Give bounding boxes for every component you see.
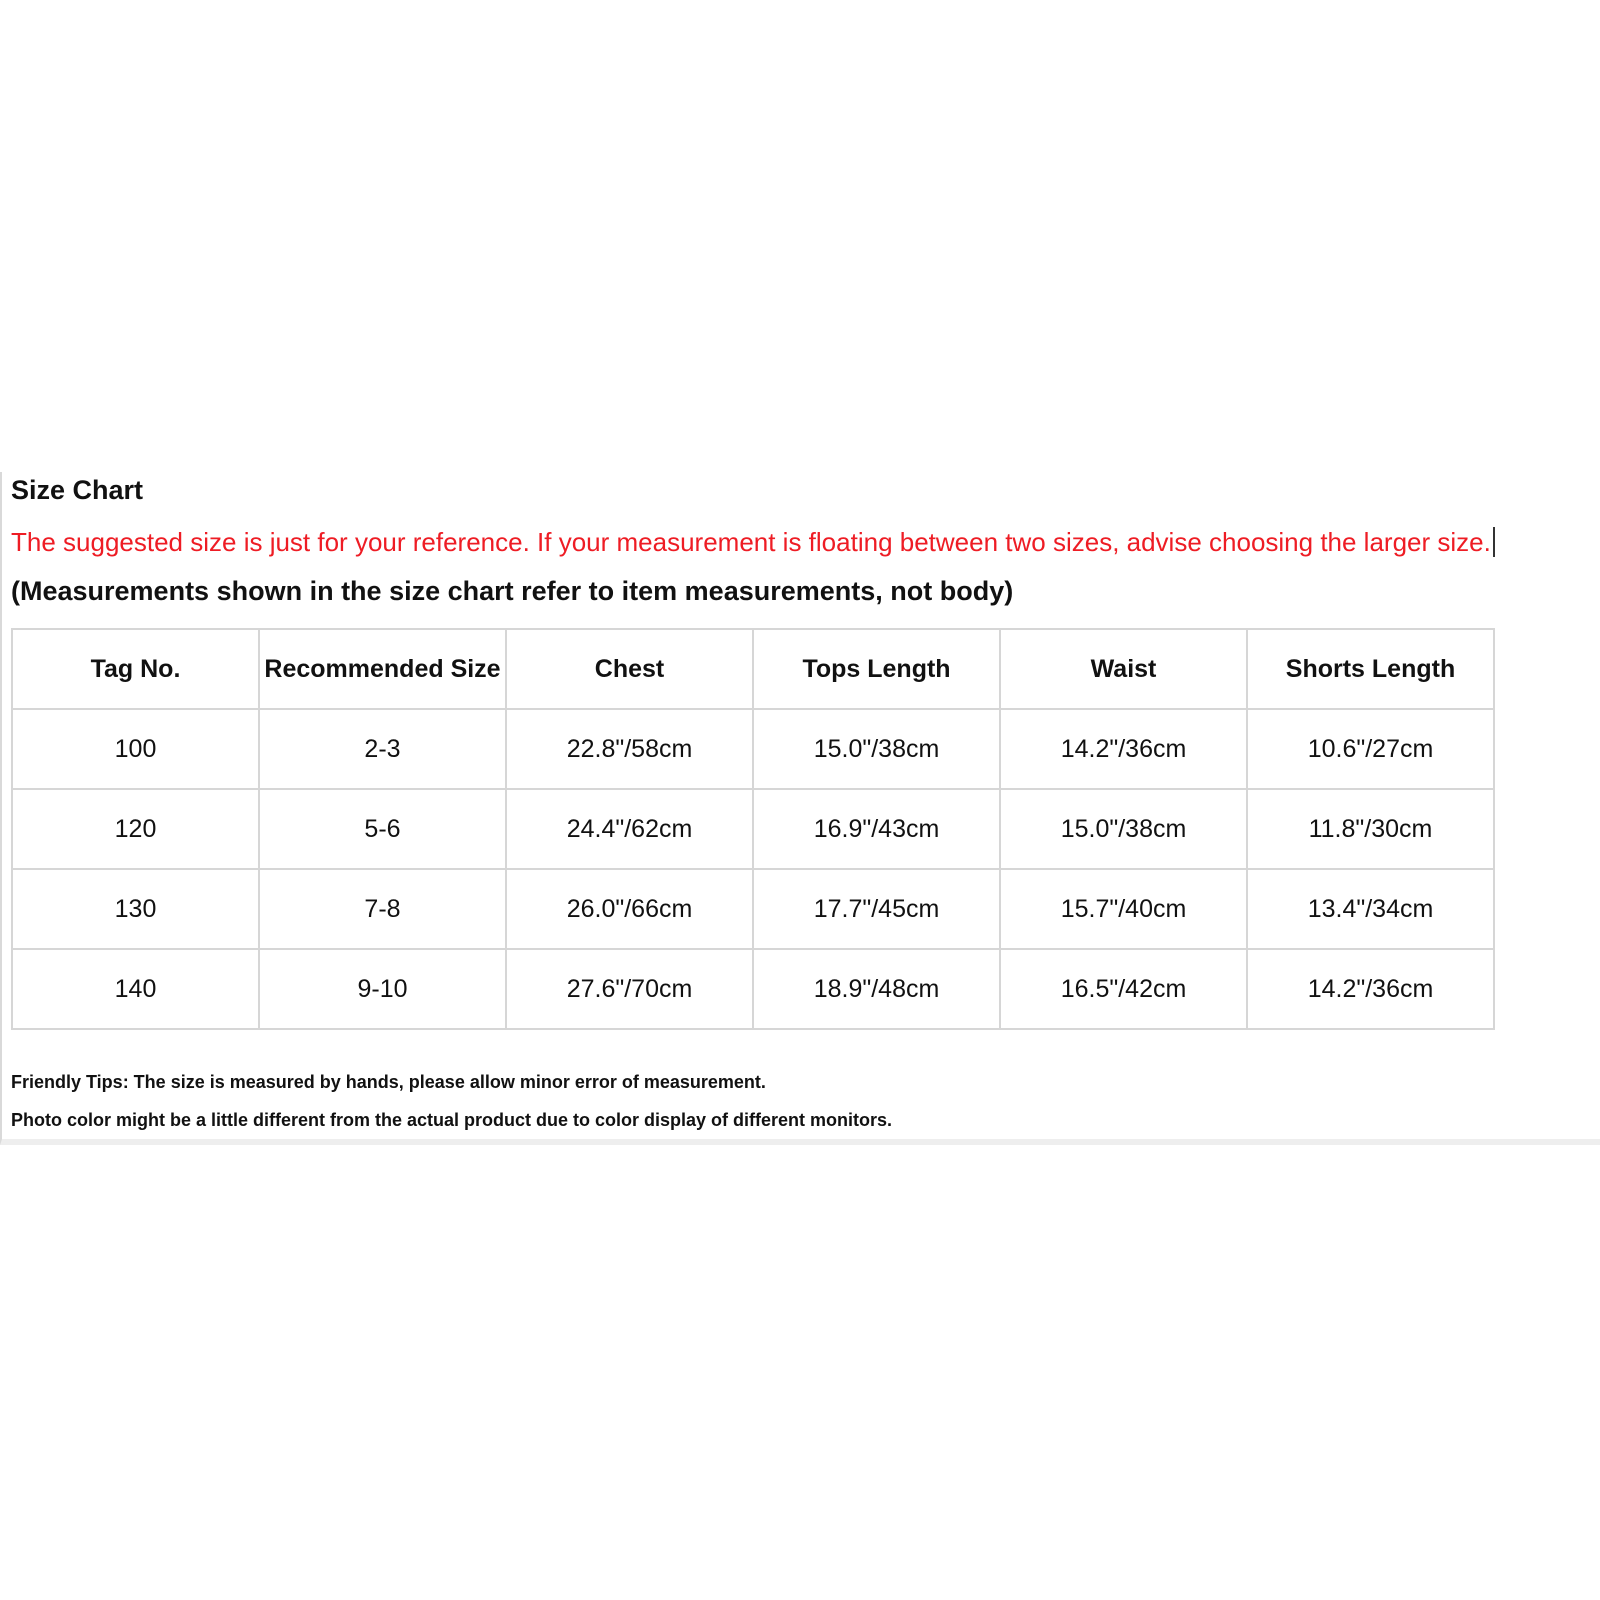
measurement-note: (Measurements shown in the size chart refer to item measurements, not body) <box>11 576 1014 606</box>
table-row <box>12 949 1494 1029</box>
size-table <box>11 628 1495 1030</box>
cell-waist: 14.2"/36cm <box>1000 709 1247 789</box>
cell-waist: 15.7"/40cm <box>1000 869 1247 949</box>
cell-shorts-length: 13.4"/34cm <box>1247 869 1494 949</box>
table-row <box>12 709 1494 789</box>
cell-tops-length: 17.7"/45cm <box>753 869 1000 949</box>
table-row <box>12 789 1494 869</box>
cell-shorts-length: 14.2"/36cm <box>1247 949 1494 1029</box>
header-chest: Chest <box>506 629 753 709</box>
header-tops-length: Tops Length <box>753 629 1000 709</box>
cell-chest: 26.0"/66cm <box>506 869 753 949</box>
friendly-tip: Friendly Tips: The size is measured by hands, please allow minor error of measurement. <box>11 1072 766 1092</box>
cell-tops-length: 16.9"/43cm <box>753 789 1000 869</box>
cell-shorts-length: 10.6"/27cm <box>1247 709 1494 789</box>
size-advice-text: The suggested size is just for your reference. If your measurement is floating between two sizes, advise choosing the larger size. <box>11 527 1491 557</box>
cell-waist: 16.5"/42cm <box>1000 949 1247 1029</box>
header-waist: Waist <box>1000 629 1247 709</box>
cell-tag-no: 100 <box>12 709 259 789</box>
cell-chest: 24.4"/62cm <box>506 789 753 869</box>
cell-tag-no: 130 <box>12 869 259 949</box>
header-shorts-length: Shorts Length <box>1247 629 1494 709</box>
cell-tops-length: 18.9"/48cm <box>753 949 1000 1029</box>
cell-chest: 22.8"/58cm <box>506 709 753 789</box>
cell-recommended-size: 2-3 <box>259 709 506 789</box>
cell-chest: 27.6"/70cm <box>506 949 753 1029</box>
cell-recommended-size: 7-8 <box>259 869 506 949</box>
cell-waist: 15.0"/38cm <box>1000 789 1247 869</box>
photo-color-tip: Photo color might be a little different from the actual product due to color display of different monitors. <box>11 1110 893 1130</box>
table-header-row <box>12 629 1494 709</box>
cell-recommended-size: 9-10 <box>259 949 506 1029</box>
size-advice-notice <box>11 527 1495 558</box>
size-chart-panel <box>0 472 1600 1145</box>
header-recommended-size: Recommended Size <box>259 629 506 709</box>
table-row <box>12 869 1494 949</box>
cell-shorts-length: 11.8"/30cm <box>1247 789 1494 869</box>
page-title: Size Chart <box>11 475 144 505</box>
cell-recommended-size: 5-6 <box>259 789 506 869</box>
cell-tag-no: 120 <box>12 789 259 869</box>
cell-tops-length: 15.0"/38cm <box>753 709 1000 789</box>
cell-tag-no: 140 <box>12 949 259 1029</box>
text-cursor <box>1493 527 1495 557</box>
header-tag-no: Tag No. <box>12 629 259 709</box>
